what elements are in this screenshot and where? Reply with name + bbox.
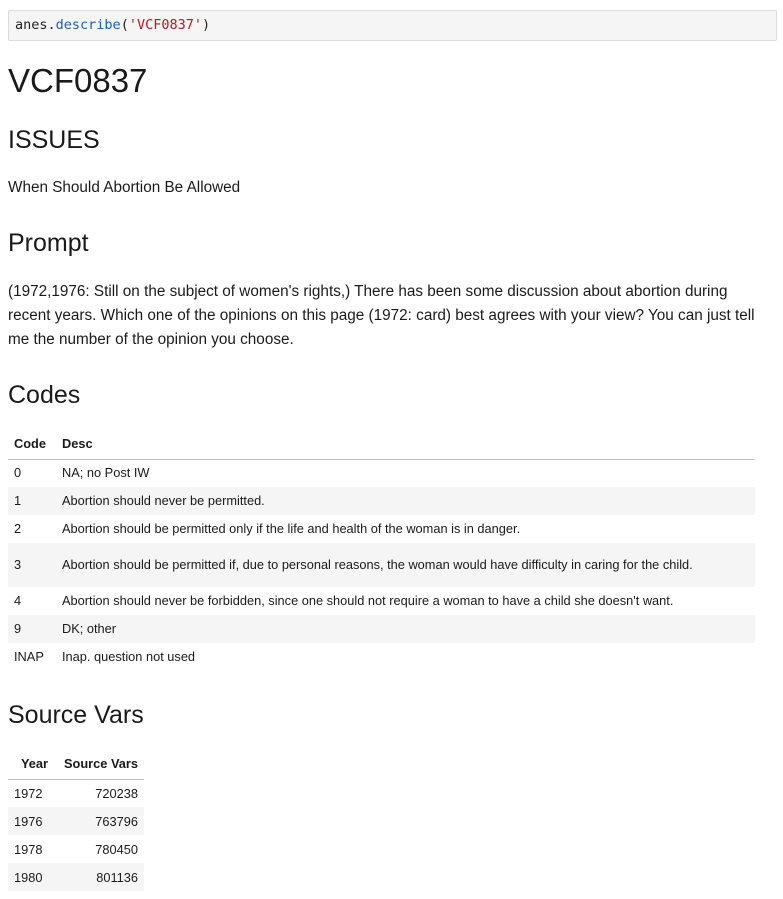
- code-cell: 2: [14, 521, 22, 536]
- table-row: [8, 807, 144, 835]
- table-header-row: [8, 749, 144, 779]
- codes-table: [8, 429, 755, 671]
- column-header-desc: Desc: [56, 429, 755, 459]
- issues-text: When Should Abortion Be Allowed: [8, 179, 241, 196]
- column-header-code: Code: [8, 429, 56, 459]
- source-var-cell: 720238: [95, 785, 138, 801]
- desc-cell: Abortion should be permitted if, due to personal reasons, the woman would have difficulty in caring for the child.: [62, 557, 693, 572]
- table-row: [8, 835, 144, 863]
- table-header-row: [8, 429, 755, 459]
- issues-heading: ISSUES: [8, 126, 100, 154]
- year-cell: 1980: [14, 869, 43, 885]
- code-cell: 1: [14, 493, 22, 508]
- table-row: [8, 587, 755, 615]
- column-header-year: Year: [8, 749, 54, 779]
- table-row: [8, 515, 755, 543]
- year-cell: 1972: [14, 785, 43, 801]
- source-vars-table: [8, 749, 144, 891]
- desc-cell: Abortion should be permitted only if the life and health of the woman is in danger.: [62, 521, 521, 536]
- source-vars-heading: Source Vars: [8, 701, 144, 729]
- table-row: [8, 615, 755, 643]
- source-var-cell: 763796: [95, 813, 138, 829]
- desc-cell: NA; no Post IW: [62, 465, 150, 481]
- prompt-text: (1972,1976: Still on the subject of women's rights,) There has been some discussion about abortion during recent years. Which one of the opinions on this page (1972: card) best agrees with your view? You can just tell me the number of the opinion you choose.: [8, 283, 755, 348]
- page-title: VCF0837: [8, 62, 148, 99]
- column-header-source-vars: Source Vars: [54, 749, 144, 779]
- table-row: [8, 543, 755, 587]
- table-row: [8, 459, 755, 487]
- desc-cell: DK; other: [62, 621, 117, 636]
- code-cell: 4: [14, 593, 22, 608]
- code-cell: INAP: [14, 649, 44, 664]
- year-cell: 1978: [14, 841, 43, 857]
- desc-cell: Abortion should never be forbidden, since one should not require a woman to have a child she doesn't want.: [62, 593, 674, 608]
- table-row: [8, 487, 755, 515]
- code-variable: anes: [15, 17, 48, 33]
- code-cell: 9: [14, 621, 22, 636]
- prompt-heading: Prompt: [8, 229, 89, 257]
- code-dot: .: [47, 17, 56, 33]
- source-var-cell: 801136: [96, 869, 138, 885]
- desc-cell: Inap. question not used: [62, 649, 196, 664]
- code-cell: 0: [14, 465, 22, 481]
- table-row: [8, 643, 755, 671]
- source-var-cell: 780450: [95, 841, 138, 857]
- code-string-arg: 'VCF0837': [128, 17, 202, 33]
- codes-heading: Codes: [8, 381, 81, 409]
- code-open-paren: (: [120, 17, 129, 33]
- code-function: describe: [55, 17, 121, 33]
- year-cell: 1976: [14, 813, 43, 829]
- table-row: [8, 863, 144, 891]
- desc-cell: Abortion should never be permitted.: [62, 493, 265, 508]
- table-row: [8, 779, 144, 807]
- code-close-paren: ): [201, 17, 211, 33]
- code-cell: 3: [14, 557, 22, 572]
- code-input-cell[interactable]: [8, 10, 777, 41]
